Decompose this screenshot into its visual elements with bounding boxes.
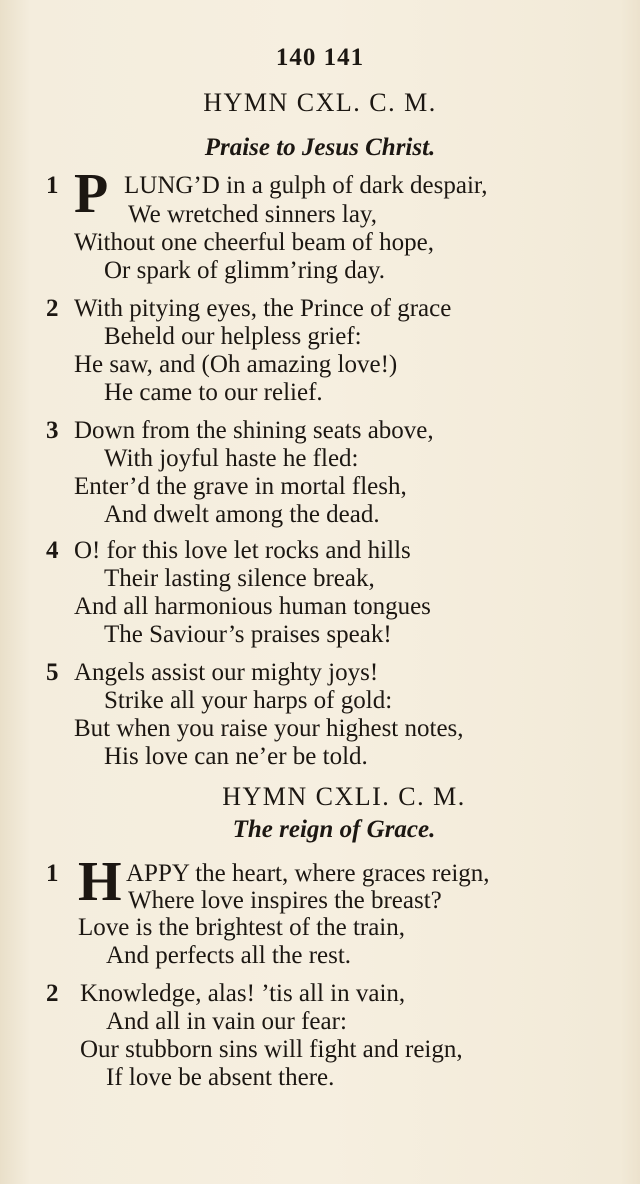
verse-line: He saw, and (Oh amazing love!): [74, 351, 398, 378]
verse-line: Love is the brightest of the train,: [78, 914, 406, 941]
verse-line: But when you raise your highest notes,: [74, 715, 464, 742]
verse-line: Angels assist our mighty joys!: [74, 659, 379, 686]
verse-number: 1: [46, 860, 59, 887]
verse-line: And all in vain our fear:: [106, 1008, 347, 1035]
verse-line: Without one cheerful beam of hope,: [74, 229, 434, 256]
verse-line: With pitying eyes, the Prince of grace: [74, 295, 452, 322]
verse-line: And all harmonious human tongues: [74, 593, 431, 620]
verse-line: Or spark of glimm’ring day.: [104, 257, 385, 284]
verse-line: Strike all your harps of gold:: [104, 687, 393, 714]
verse-number: 1: [46, 172, 59, 199]
verse-line: O! for this love let rocks and hills: [74, 537, 411, 564]
verse-line: LUNG’D in a gulph of dark despair,: [124, 172, 488, 199]
verse-number: 2: [46, 980, 59, 1007]
verse-line: And dwelt among the dead.: [104, 501, 380, 528]
verse-line: Down from the shining seats above,: [74, 417, 434, 444]
verse-line: Where love inspires the breast?: [128, 887, 442, 914]
verse-line: His love can ne’er be told.: [104, 743, 368, 770]
verse-line: Knowledge, alas! ’tis all in vain,: [80, 980, 406, 1007]
verse-line: He came to our relief.: [104, 379, 323, 406]
drop-cap: H: [78, 851, 122, 913]
verse-line: And perfects all the rest.: [106, 942, 352, 969]
verse-line: Enter’d the grave in mortal flesh,: [74, 473, 407, 500]
verse-line: We wretched sinners lay,: [128, 201, 378, 228]
verse-line: APPY the heart, where graces reign,: [126, 860, 490, 887]
verse-line: If love be absent there.: [106, 1064, 335, 1091]
verse-number: 2: [46, 295, 59, 322]
page-number: 140 141: [275, 44, 365, 71]
verse-line: Our stubborn sins will fight and reign,: [80, 1036, 463, 1063]
verse-line: Their lasting silence break,: [104, 565, 375, 592]
verse-line: Beheld our helpless grief:: [104, 323, 362, 350]
verse-line: With joyful haste he fled:: [104, 445, 359, 472]
hymn-subtitle: Praise to Jesus Christ.: [204, 134, 436, 161]
hymn-subtitle: The reign of Grace.: [232, 816, 436, 843]
verse-line: The Saviour’s praises speak!: [104, 621, 392, 648]
verse-number: 5: [46, 659, 59, 686]
verse-number: 4: [46, 537, 59, 564]
hymn-title: HYMN CXLI. C. M.: [222, 782, 466, 811]
hymn-title: HYMN CXL. C. M.: [203, 88, 437, 117]
verse-number: 3: [46, 417, 59, 444]
drop-cap: P: [74, 163, 109, 225]
